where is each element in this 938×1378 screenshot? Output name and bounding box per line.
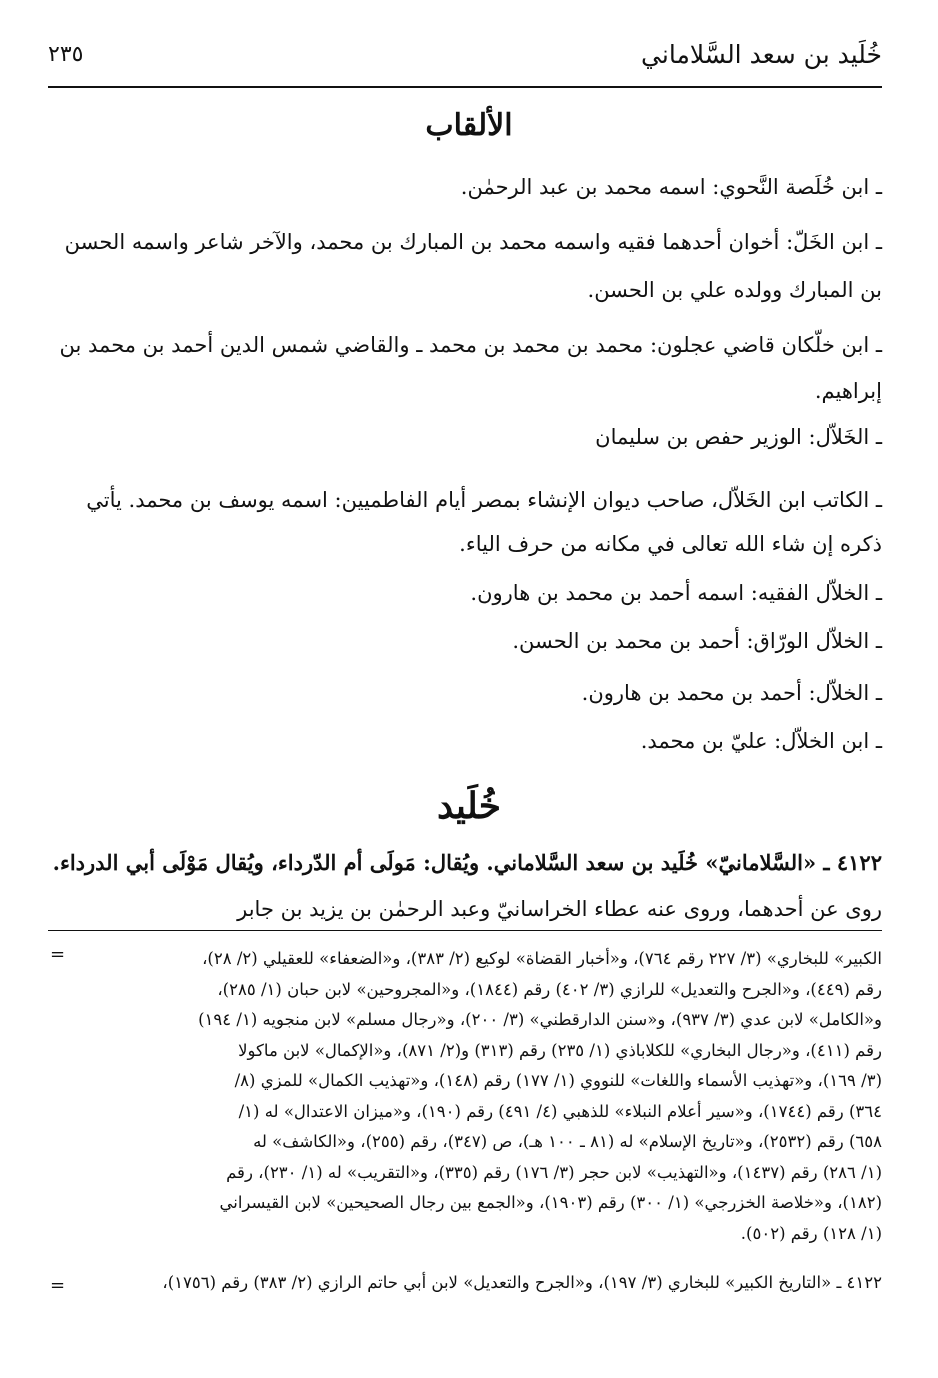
- footnote-line: (١٨٢)، و«خلاصة الخزرجي» (١/ ٣٠٠) رقم (١٩٠٣)، و«الجمع بين رجال الصحيحين» لابن القيسراني: [219, 1193, 882, 1212]
- list-item: ـ الخلاّل الورّاق: أحمد بن محمد بن الحسن.: [512, 629, 882, 653]
- page-number: ٢٣٥: [48, 42, 84, 67]
- main-entry-heading: ٤١٢٢ ـ «السَّلامانيّ» خُلَيد بن سعد السَّلاماني. ويُقال: مَولَى أم الدّرداء، ويُقال مَوْلَى أبي الدرداء.: [52, 850, 882, 875]
- list-item: ـ ابن خُلَصة النَّحوي: اسمه محمد بن عبد الرحمٰن.: [460, 175, 882, 199]
- footnote-divider: [48, 930, 882, 931]
- footnotes: [48, 944, 882, 1249]
- footnote-line: رقم (٤١١)، و«رجال البخاري» للكلاباذي (١/ ٢٣٥) رقم (٣١٣) و(٢/ ٨٧١)، و«الإكمال» لابن ماكولا: [238, 1040, 882, 1060]
- section-title: الألقاب: [425, 108, 513, 143]
- running-title: خُلَيد بن سعد السَّلاماني: [641, 40, 882, 69]
- footnote-line: و«الكامل» لابن عدي (٣/ ٩٣٧)، و«سنن الدارقطني» (٣/ ٢٠٠)، و«رجال مسلم» لابن منجويه (١/ ١٩٤): [198, 1010, 882, 1029]
- main-entry: [48, 840, 882, 932]
- footnote-line: (١/ ١٢٨) رقم (٥٠٢).: [740, 1223, 882, 1243]
- footnote-line: (٣/ ١٦٩)، و«تهذيب الأسماء واللغات» للنووي (١/ ١٧٧) رقم (١٤٨)، و«تهذيب الكمال» للمزي (٨/: [234, 1071, 882, 1090]
- footnote-line: ٣٦٤) رقم (١٧٤٤)، و«سير أعلام النبلاء» للذهبي (٤/ ٤٩١) رقم (١٩٠)، و«ميزان الاعتدال» له (١/: [238, 1101, 882, 1121]
- footnote-line: رقم (٤٤٩)، و«الجرح والتعديل» للرازي (٣/ ٤٠٢) رقم (١٨٤٤)، و«المجروحين» لابن حبان (١/ ٢٨٥)،: [217, 979, 882, 999]
- list-item: ـ ابن الخلاّل: عليّ بن محمد.: [640, 729, 882, 753]
- list-item: ـ الكاتب ابن الخَلاّل، صاحب ديوان الإنشاء بمصر أيام الفاطميين: اسمه يوسف بن محمد. يأتي ذكره إن شاء الله تعالى في مكانه من حرف الياء.: [86, 488, 882, 556]
- continuation-mark-second: =: [50, 1275, 66, 1296]
- list-item: ـ ابن الخَلّ: أخوان أحدهما فقيه واسمه محمد بن المبارك بن محمد، والآخر شاعر واسمه الحسن بن المبارك وولده علي بن الحسن.: [64, 230, 882, 302]
- list-item: ـ الخلاّل: أحمد بن محمد بن هارون.: [581, 681, 882, 705]
- list-item: ـ ابن خلّكان قاضي عجلون: محمد بن محمد بن محمد ـ والقاضي شمس الدين أحمد بن محمد بن إبراهيم.: [59, 333, 882, 403]
- list-item: ـ الخلاّل الفقيه: اسمه أحمد بن محمد بن هارون.: [470, 581, 882, 605]
- footnote-line: (١/ ٢٨٦) رقم (١٤٣٧)، و«التهذيب» لابن حجر (٣/ ١٧٦) رقم (٣٣٥)، و«التقريب» له (١/ ٢٣٠)، رقم: [226, 1162, 882, 1182]
- footnote-line: الكبير» للبخاري» (٣/ ٢٢٧ رقم ٧٦٤)، و«أخبار القضاة» لوكيع (٢/ ٣٨٣)، و«الضعفاء» للعقيلي (٢/ ٢٨)،: [202, 949, 882, 968]
- footnote-line: ٦٥٨) رقم (٢٥٣٢)، و«تاريخ الإسلام» له (٨١ ـ ١٠٠ هـ)، ص (٣٤٧)، رقم (٢٥٥)، و«الكاشف» له: [253, 1132, 882, 1151]
- footnote-second: ٤١٢٢ ـ «التاريخ الكبير» للبخاري (٣/ ١٩٧)، و«الجرح والتعديل» لابن أبي حاتم الرازي (٢/ ٣٨٣) رقم (١٧٥٦)،: [162, 1273, 882, 1292]
- page-header: [48, 38, 882, 88]
- list-item: ـ الخَلاّل: الوزير حفص بن سليمان: [595, 425, 882, 449]
- name-heading: خُلَيد: [437, 785, 501, 827]
- main-entry-text: روى عن أحدهما، وروى عنه عطاء الخراسانيّ وعبد الرحمٰن بن يزيد بن جابر: [237, 897, 882, 921]
- continuation-mark: =: [50, 944, 66, 965]
